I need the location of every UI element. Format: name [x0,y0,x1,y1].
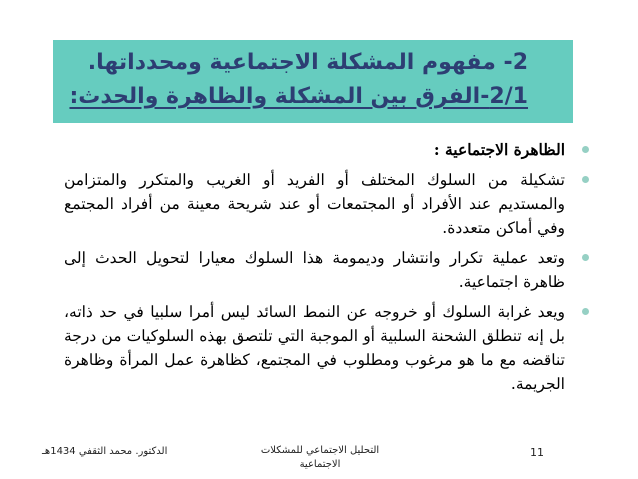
page-number: 11 [530,446,544,459]
bullet-icon [582,254,589,261]
bullet-text: وتعد عملية تكرار وانتشار وديمومة هذا السلوك معيارا لتحويل الحدث إلى ظاهرة اجتماعية. [64,249,565,291]
bullet-text: الظاهرة الاجتماعية : [433,140,565,159]
bullet-text: تشكيلة من السلوك المختلف أو الفريد أو الغريب والمتكرر والمتزامن والمستديم عند الأفراد أو المجتمعات أو عند شريحة معينة من أفراد المجتمع وفي أماكن متعددة. [64,171,565,237]
bullet-item [64,300,589,396]
bullet-icon [582,308,589,315]
title-box [53,40,573,123]
bullet-icon [582,146,589,153]
footer-course-line1: التحليل الاجتماعي للمشكلات [260,445,380,456]
bullet-item [64,246,589,294]
bullet-item [64,168,589,240]
bullet-text: ويعد غرابة السلوك أو خروجه عن النمط السائد ليس أمرا سلبيا في حد ذاته، بل إنه تنطلق الشحنة السلبية أو الموجبة التي تلتصق بهذه السلوكيات من درجة تناقضه مع ما هو مرغوب ومطلوب في المجتمع، كظاهرة عمل المرأة وظاهرة الجريمة. [64,303,565,393]
footer-course-line2: الاجتماعية [299,459,341,470]
bullet-item [64,138,589,162]
bullet-list [64,138,589,402]
slide-title: 2- مفهوم المشكلة الاجتماعية ومحدداتها. [87,50,528,75]
slide-subtitle: 2/1-الفرق بين المشكلة والظاهرة والحدث: [69,84,528,109]
bullet-icon [582,176,589,183]
footer-course [255,444,385,472]
footer-author: الدكتور. محمد الثقفي 1434هـ [42,446,168,457]
